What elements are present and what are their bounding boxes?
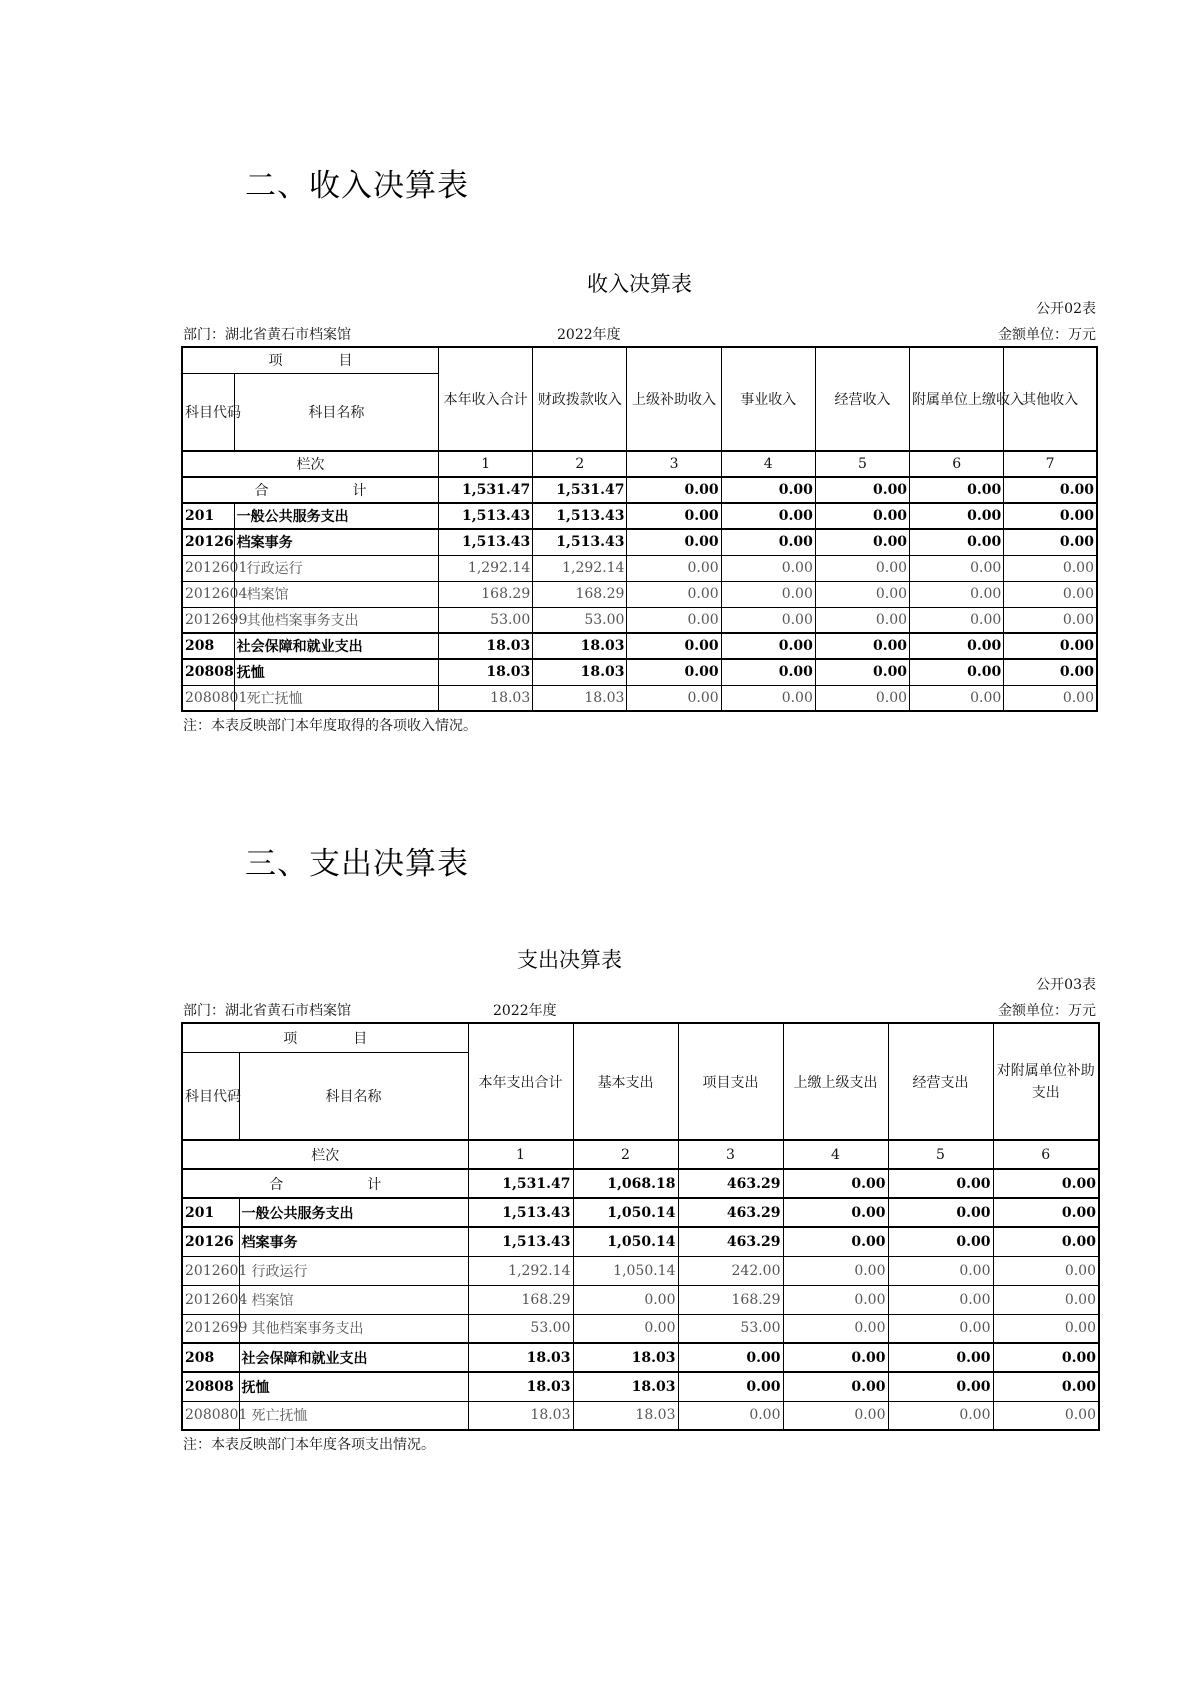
expense-row-value: 0.00 xyxy=(993,1285,1099,1314)
income-row-index: 6 xyxy=(910,451,1004,477)
income-col-header: 附属单位上缴收入 xyxy=(910,347,1004,451)
income-row-value: 0.00 xyxy=(627,685,721,711)
income-col-header: 财政拨款收入 xyxy=(533,347,627,451)
income-row-value: 0.00 xyxy=(815,633,909,659)
expense-row-value: 463.29 xyxy=(678,1227,783,1256)
income-row-value: 0.00 xyxy=(627,659,721,685)
expense-table-block xyxy=(181,944,1098,1454)
income-row-value: 0.00 xyxy=(721,685,815,711)
income-row-index: 1 xyxy=(439,451,533,477)
expense-table-row xyxy=(182,1372,1099,1401)
expense-total-value: 1,531.47 xyxy=(468,1169,573,1198)
income-table-row xyxy=(182,607,1097,633)
income-row-value: 0.00 xyxy=(627,503,721,529)
expense-unit-label: 金额单位：万元 xyxy=(998,1003,1096,1019)
income-row-code: 20808 xyxy=(182,659,234,685)
income-row-value: 0.00 xyxy=(721,581,815,607)
expense-row-index: 2 xyxy=(573,1140,678,1169)
income-note: 注：本表反映部门本年度取得的各项收入情况。 xyxy=(183,718,477,734)
expense-total-label: 合 计 xyxy=(182,1169,468,1198)
expense-row-code: 2012604 xyxy=(182,1285,239,1314)
expense-year-label: 2022年度 xyxy=(493,1003,557,1019)
income-row-value: 0.00 xyxy=(815,659,909,685)
expense-row-value: 18.03 xyxy=(573,1343,678,1372)
expense-row-value: 18.03 xyxy=(468,1401,573,1430)
income-row-value: 168.29 xyxy=(533,581,627,607)
section-heading-expense: 三、支出决算表 xyxy=(245,846,469,882)
expense-row-value: 53.00 xyxy=(468,1314,573,1343)
income-dept-label: 部门：湖北省黄石市档案馆 xyxy=(183,327,351,343)
income-table-row xyxy=(182,555,1097,581)
income-row-value: 0.00 xyxy=(910,659,1004,685)
income-total-value: 0.00 xyxy=(910,477,1004,503)
expense-row-code: 20808 xyxy=(182,1372,239,1401)
expense-header-code: 科目代码 xyxy=(182,1052,239,1140)
expense-table-body xyxy=(182,1198,1099,1430)
income-unit-label: 金额单位：万元 xyxy=(998,327,1096,343)
income-row-value: 18.03 xyxy=(533,659,627,685)
expense-row-value: 0.00 xyxy=(993,1372,1099,1401)
income-table-block xyxy=(181,268,1098,735)
expense-col-header: 项目支出 xyxy=(678,1023,783,1140)
expense-row-value: 0.00 xyxy=(888,1256,993,1285)
income-row-value: 0.00 xyxy=(627,555,721,581)
expense-table xyxy=(181,1022,1100,1431)
income-year-label: 2022年度 xyxy=(557,327,621,343)
income-row-value: 0.00 xyxy=(910,607,1004,633)
expense-col-header: 本年支出合计 xyxy=(468,1023,573,1140)
income-row-value: 0.00 xyxy=(721,633,815,659)
income-row-code: 2012604 xyxy=(182,581,234,607)
expense-row-value: 0.00 xyxy=(888,1401,993,1430)
expense-row-name: 行政运行 xyxy=(239,1256,468,1285)
expense-row-code: 2012601 xyxy=(182,1256,239,1285)
income-row-value: 0.00 xyxy=(721,607,815,633)
income-total-value: 0.00 xyxy=(627,477,721,503)
income-row-value: 1,513.43 xyxy=(533,503,627,529)
income-table-meta xyxy=(181,298,1098,346)
expense-row-value: 0.00 xyxy=(993,1314,1099,1343)
expense-total-value: 463.29 xyxy=(678,1169,783,1198)
expense-row-value: 1,050.14 xyxy=(573,1256,678,1285)
income-col-header: 上级补助收入 xyxy=(627,347,721,451)
income-row-value: 0.00 xyxy=(910,633,1004,659)
income-table-code: 公开02表 xyxy=(1036,301,1096,317)
income-total-value: 0.00 xyxy=(721,477,815,503)
income-row-code: 201 xyxy=(182,503,234,529)
expense-table-row xyxy=(182,1314,1099,1343)
income-row-value: 53.00 xyxy=(439,607,533,633)
income-table-row xyxy=(182,529,1097,555)
income-total-row xyxy=(182,477,1097,503)
income-row-value: 1,292.14 xyxy=(533,555,627,581)
expense-row-index-label: 栏次 xyxy=(182,1140,468,1169)
expense-total-value: 0.00 xyxy=(888,1169,993,1198)
income-row-value: 0.00 xyxy=(627,581,721,607)
income-table-row xyxy=(182,633,1097,659)
income-row-value: 53.00 xyxy=(533,607,627,633)
expense-row-value: 0.00 xyxy=(783,1343,888,1372)
income-row-value: 1,513.43 xyxy=(439,503,533,529)
expense-row-value: 0.00 xyxy=(783,1372,888,1401)
expense-row-value: 1,513.43 xyxy=(468,1198,573,1227)
income-row-name: 社会保障和就业支出 xyxy=(234,633,438,659)
expense-row-code: 201 xyxy=(182,1198,239,1227)
expense-row-value: 1,292.14 xyxy=(468,1256,573,1285)
expense-row-value: 168.29 xyxy=(468,1285,573,1314)
income-table-row xyxy=(182,659,1097,685)
income-row-value: 0.00 xyxy=(1004,685,1097,711)
income-row-code: 2012699 xyxy=(182,607,234,633)
income-row-code: 20126 xyxy=(182,529,234,555)
expense-table-code: 公开03表 xyxy=(1036,977,1096,993)
expense-header-project: 项 目 xyxy=(182,1023,468,1052)
income-row-value: 0.00 xyxy=(1004,581,1097,607)
expense-col-header: 经营支出 xyxy=(888,1023,993,1140)
income-row-index-label: 栏次 xyxy=(182,451,439,477)
expense-table-title: 支出决算表 xyxy=(517,948,622,972)
expense-row-value: 463.29 xyxy=(678,1198,783,1227)
income-row-value: 0.00 xyxy=(1004,633,1097,659)
income-row-value: 1,513.43 xyxy=(439,529,533,555)
expense-table-row xyxy=(182,1285,1099,1314)
income-row-value: 18.03 xyxy=(439,685,533,711)
expense-row-code: 2080801 xyxy=(182,1401,239,1430)
expense-row-code: 2012699 xyxy=(182,1314,239,1343)
expense-total-value: 1,068.18 xyxy=(573,1169,678,1198)
expense-note: 注：本表反映部门本年度各项支出情况。 xyxy=(183,1437,435,1453)
expense-row-value: 18.03 xyxy=(468,1372,573,1401)
income-row-value: 1,292.14 xyxy=(439,555,533,581)
expense-row-value: 18.03 xyxy=(573,1401,678,1430)
income-row-name: 抚恤 xyxy=(234,659,438,685)
income-row-value: 0.00 xyxy=(815,555,909,581)
expense-row-value: 0.00 xyxy=(678,1343,783,1372)
expense-row-value: 0.00 xyxy=(573,1314,678,1343)
expense-row-value: 0.00 xyxy=(993,1401,1099,1430)
expense-row-value: 1,513.43 xyxy=(468,1227,573,1256)
income-row-value: 0.00 xyxy=(910,503,1004,529)
income-row-value: 0.00 xyxy=(1004,607,1097,633)
expense-row-value: 168.29 xyxy=(678,1285,783,1314)
expense-row-value: 0.00 xyxy=(888,1227,993,1256)
income-row-value: 168.29 xyxy=(439,581,533,607)
income-row-value: 0.00 xyxy=(721,555,815,581)
income-row-value: 1,513.43 xyxy=(533,529,627,555)
expense-header-name: 科目名称 xyxy=(239,1052,468,1140)
expense-row-name: 一般公共服务支出 xyxy=(239,1198,468,1227)
expense-row-value: 0.00 xyxy=(888,1372,993,1401)
income-row-value: 0.00 xyxy=(627,529,721,555)
income-row-value: 0.00 xyxy=(721,529,815,555)
income-row-value: 0.00 xyxy=(1004,503,1097,529)
income-table xyxy=(181,346,1098,712)
income-total-value: 1,531.47 xyxy=(439,477,533,503)
income-row-name: 一般公共服务支出 xyxy=(234,503,438,529)
expense-table-row xyxy=(182,1343,1099,1372)
expense-row-value: 0.00 xyxy=(993,1227,1099,1256)
expense-row-value: 0.00 xyxy=(993,1198,1099,1227)
income-row-value: 0.00 xyxy=(910,685,1004,711)
expense-row-value: 0.00 xyxy=(888,1198,993,1227)
income-row-value: 0.00 xyxy=(815,581,909,607)
expense-row-value: 0.00 xyxy=(573,1285,678,1314)
income-row-value: 18.03 xyxy=(533,633,627,659)
expense-row-value: 18.03 xyxy=(468,1343,573,1372)
expense-row-value: 0.00 xyxy=(783,1198,888,1227)
income-row-name: 行政运行 xyxy=(234,555,438,581)
income-row-index: 5 xyxy=(815,451,909,477)
expense-table-meta xyxy=(181,974,1098,1022)
income-row-index: 3 xyxy=(627,451,721,477)
income-row-value: 0.00 xyxy=(910,581,1004,607)
income-total-value: 0.00 xyxy=(815,477,909,503)
income-table-title: 收入决算表 xyxy=(587,272,692,296)
expense-total-row xyxy=(182,1169,1099,1198)
income-row-value: 0.00 xyxy=(815,503,909,529)
income-row-value: 0.00 xyxy=(721,503,815,529)
expense-row-code: 208 xyxy=(182,1343,239,1372)
expense-row-value: 0.00 xyxy=(888,1285,993,1314)
expense-row-value: 0.00 xyxy=(783,1256,888,1285)
income-row-name: 档案馆 xyxy=(234,581,438,607)
expense-row-name: 其他档案事务支出 xyxy=(239,1314,468,1343)
expense-row-value: 0.00 xyxy=(888,1343,993,1372)
income-header-project: 项 目 xyxy=(182,347,439,373)
income-col-header: 事业收入 xyxy=(721,347,815,451)
expense-row-code: 20126 xyxy=(182,1227,239,1256)
expense-row-index: 4 xyxy=(783,1140,888,1169)
expense-row-value: 18.03 xyxy=(573,1372,678,1401)
expense-row-index: 1 xyxy=(468,1140,573,1169)
expense-row-value: 242.00 xyxy=(678,1256,783,1285)
expense-row-value: 0.00 xyxy=(783,1227,888,1256)
income-table-row xyxy=(182,503,1097,529)
income-total-label: 合 计 xyxy=(182,477,439,503)
income-row-name: 死亡抚恤 xyxy=(234,685,438,711)
expense-col-header: 对附属单位补助支出 xyxy=(993,1023,1099,1140)
income-header-name: 科目名称 xyxy=(234,373,438,451)
income-row-code: 2080801 xyxy=(182,685,234,711)
income-row-value: 0.00 xyxy=(910,555,1004,581)
income-table-body xyxy=(182,503,1097,711)
expense-dept-label: 部门：湖北省黄石市档案馆 xyxy=(183,1003,351,1019)
expense-row-value: 53.00 xyxy=(678,1314,783,1343)
expense-row-value: 0.00 xyxy=(783,1314,888,1343)
expense-row-value: 0.00 xyxy=(993,1343,1099,1372)
expense-row-value: 0.00 xyxy=(783,1285,888,1314)
income-row-value: 0.00 xyxy=(815,607,909,633)
income-row-value: 0.00 xyxy=(1004,529,1097,555)
income-header-code: 科目代码 xyxy=(182,373,234,451)
income-row-value: 18.03 xyxy=(533,685,627,711)
expense-row-value: 0.00 xyxy=(888,1314,993,1343)
income-row-value: 0.00 xyxy=(721,659,815,685)
income-table-row xyxy=(182,685,1097,711)
income-row-value: 0.00 xyxy=(815,529,909,555)
income-table-row xyxy=(182,581,1097,607)
income-total-value: 0.00 xyxy=(1004,477,1097,503)
income-row-value: 18.03 xyxy=(439,633,533,659)
section-heading-income: 二、收入决算表 xyxy=(245,168,469,204)
expense-row-index: 5 xyxy=(888,1140,993,1169)
expense-row-name: 社会保障和就业支出 xyxy=(239,1343,468,1372)
expense-table-row xyxy=(182,1198,1099,1227)
income-row-value: 0.00 xyxy=(815,685,909,711)
income-total-value: 1,531.47 xyxy=(533,477,627,503)
expense-row-value: 0.00 xyxy=(783,1401,888,1430)
income-row-name: 档案事务 xyxy=(234,529,438,555)
expense-row-name: 档案馆 xyxy=(239,1285,468,1314)
income-col-header: 其他收入 xyxy=(1004,347,1097,451)
income-col-header: 经营收入 xyxy=(815,347,909,451)
income-row-code: 2012601 xyxy=(182,555,234,581)
expense-row-index: 6 xyxy=(993,1140,1099,1169)
expense-row-value: 0.00 xyxy=(678,1372,783,1401)
expense-row-value: 1,050.14 xyxy=(573,1227,678,1256)
income-row-value: 0.00 xyxy=(1004,659,1097,685)
income-row-value: 0.00 xyxy=(627,633,721,659)
expense-row-name: 抚恤 xyxy=(239,1372,468,1401)
expense-row-value: 0.00 xyxy=(993,1256,1099,1285)
expense-row-name: 档案事务 xyxy=(239,1227,468,1256)
income-row-index: 2 xyxy=(533,451,627,477)
expense-col-header: 上缴上级支出 xyxy=(783,1023,888,1140)
expense-total-value: 0.00 xyxy=(993,1169,1099,1198)
income-row-index: 4 xyxy=(721,451,815,477)
income-col-header: 本年收入合计 xyxy=(439,347,533,451)
income-row-value: 0.00 xyxy=(627,607,721,633)
expense-table-row xyxy=(182,1256,1099,1285)
expense-total-value: 0.00 xyxy=(783,1169,888,1198)
income-row-index: 7 xyxy=(1004,451,1097,477)
expense-col-header: 基本支出 xyxy=(573,1023,678,1140)
expense-row-name: 死亡抚恤 xyxy=(239,1401,468,1430)
income-row-value: 0.00 xyxy=(910,529,1004,555)
expense-table-row xyxy=(182,1401,1099,1430)
expense-row-value: 1,050.14 xyxy=(573,1198,678,1227)
expense-row-value: 0.00 xyxy=(678,1401,783,1430)
expense-table-row xyxy=(182,1227,1099,1256)
income-row-value: 0.00 xyxy=(1004,555,1097,581)
income-row-value: 18.03 xyxy=(439,659,533,685)
income-row-name: 其他档案事务支出 xyxy=(234,607,438,633)
expense-row-index: 3 xyxy=(678,1140,783,1169)
income-row-code: 208 xyxy=(182,633,234,659)
